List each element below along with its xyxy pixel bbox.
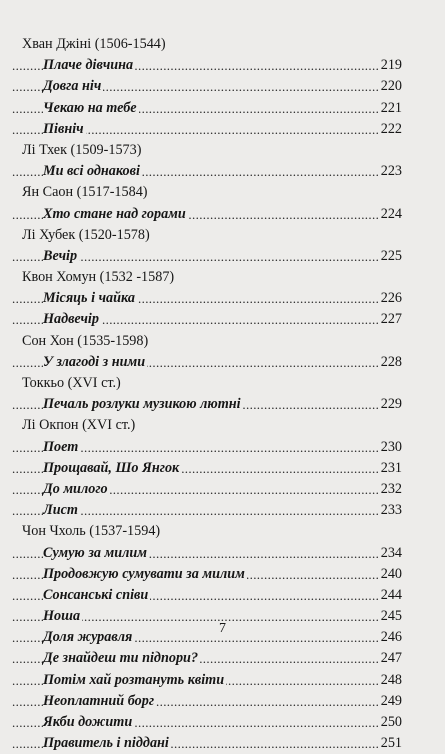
entry-page-number: 232 [379, 479, 402, 500]
toc-author-heading [0, 182, 445, 203]
entry-page-number: 225 [379, 246, 402, 267]
entry-page-number: 247 [379, 648, 402, 669]
table-of-contents [0, 34, 445, 754]
poem-title: До милого [43, 479, 110, 500]
toc-entry [0, 691, 445, 712]
author-name: Сон Хон (1535-1598) [22, 332, 149, 349]
toc-entry [0, 98, 445, 119]
toc-author-heading [0, 140, 445, 161]
toc-entry [0, 76, 445, 97]
toc-entry [0, 458, 445, 479]
author-name: Хван Джіні (1506-1544) [22, 36, 166, 52]
poem-title: Північ [43, 119, 86, 140]
poem-title: Печаль розлуки музикою лютні [43, 394, 243, 415]
entry-page-number: 227 [379, 309, 402, 330]
entry-page-number: 226 [379, 288, 402, 309]
toc-entry [0, 543, 445, 564]
entry-page-number: 249 [379, 691, 402, 712]
author-name: Лі Хубек (1520-1578) [22, 226, 150, 243]
toc-author-heading [0, 415, 445, 436]
toc-entry [0, 119, 445, 140]
entry-page-number: 219 [379, 55, 402, 76]
toc-entry [0, 288, 445, 309]
poem-title: Хто стане над горами [43, 204, 188, 225]
toc-author-heading [0, 34, 445, 55]
poem-title: Сумую за милим [43, 543, 149, 564]
entry-page-number: 231 [379, 458, 402, 479]
poem-title: Прощавай, Шо Янгок [43, 458, 181, 479]
entry-page-number: 234 [379, 543, 402, 564]
toc-entry [0, 246, 445, 267]
toc-author-heading [0, 331, 445, 352]
toc-entry [0, 55, 445, 76]
entry-page-number: 251 [379, 733, 402, 754]
poem-title: Ми всі однакові [43, 161, 142, 182]
poem-title: Поет [43, 437, 80, 458]
poem-title: Правитель і піддані [43, 733, 171, 754]
toc-author-heading [0, 225, 445, 246]
entry-page-number: 220 [379, 76, 402, 97]
poem-title: Лист [43, 500, 80, 521]
toc-entry [0, 648, 445, 669]
poem-title: Доля журавля [43, 627, 134, 648]
toc-entry [0, 564, 445, 585]
poem-title: Ноша [43, 606, 82, 627]
entry-page-number: 224 [379, 204, 402, 225]
entry-page-number: 250 [379, 712, 402, 733]
entry-page-number: 228 [379, 352, 402, 373]
toc-entry [0, 585, 445, 606]
poem-title: Де знайдеш ти підпори? [43, 648, 200, 669]
entry-page-number: 222 [379, 119, 402, 140]
toc-entry [0, 204, 445, 225]
entry-page-number: 230 [379, 437, 402, 458]
poem-title: Вечір [43, 246, 79, 267]
toc-entry [0, 712, 445, 733]
poem-title: Надвечір [43, 309, 101, 330]
poem-title: Продовжую сумувати за милим [43, 564, 247, 585]
entry-page-number: 240 [379, 564, 402, 585]
poem-title: Неоплатний борг [43, 691, 156, 712]
poem-title: Довга ніч [43, 76, 103, 97]
entry-page-number: 223 [379, 161, 402, 182]
author-name: Ян Саон (1517-1584) [22, 184, 148, 201]
poem-title: Чекаю на тебе [43, 98, 139, 119]
entry-page-number: 233 [379, 500, 402, 521]
toc-author-heading [0, 373, 445, 394]
toc-entry [0, 309, 445, 330]
toc-author-heading [0, 267, 445, 288]
entry-page-number: 248 [379, 670, 402, 691]
poem-title: Якби дожити [43, 712, 134, 733]
page-number: 7 [219, 621, 226, 636]
poem-title: Потім хай розтануть квіти [43, 670, 226, 691]
author-name: Чон Чхоль (1537-1594) [22, 523, 161, 540]
entry-page-number: 229 [379, 394, 402, 415]
poem-title: Плаче дівчина [43, 55, 135, 76]
author-name: Лі Тхек (1509-1573) [22, 141, 142, 158]
toc-author-heading [0, 521, 445, 542]
entry-page-number: 221 [379, 98, 402, 119]
entry-page-number: 245 [379, 606, 402, 627]
author-name: Квон Хомун (1532 -1587) [22, 269, 175, 286]
toc-entry [0, 352, 445, 373]
toc-entry [0, 437, 445, 458]
entry-page-number: 246 [379, 627, 402, 648]
toc-entry [0, 479, 445, 500]
author-name: Лі Окпон (XVI ст.) [22, 417, 136, 434]
toc-entry [0, 161, 445, 182]
toc-entry [0, 394, 445, 415]
toc-entry [0, 500, 445, 521]
poem-title: Сонсанські співи [43, 585, 150, 606]
entry-page-number: 244 [379, 585, 402, 606]
toc-entry [0, 733, 445, 754]
author-name: Токкьо (XVI ст.) [22, 375, 121, 391]
poem-title: У злагоді з ними [43, 352, 147, 373]
poem-title: Місяць і чайка [43, 288, 137, 309]
toc-entry [0, 670, 445, 691]
